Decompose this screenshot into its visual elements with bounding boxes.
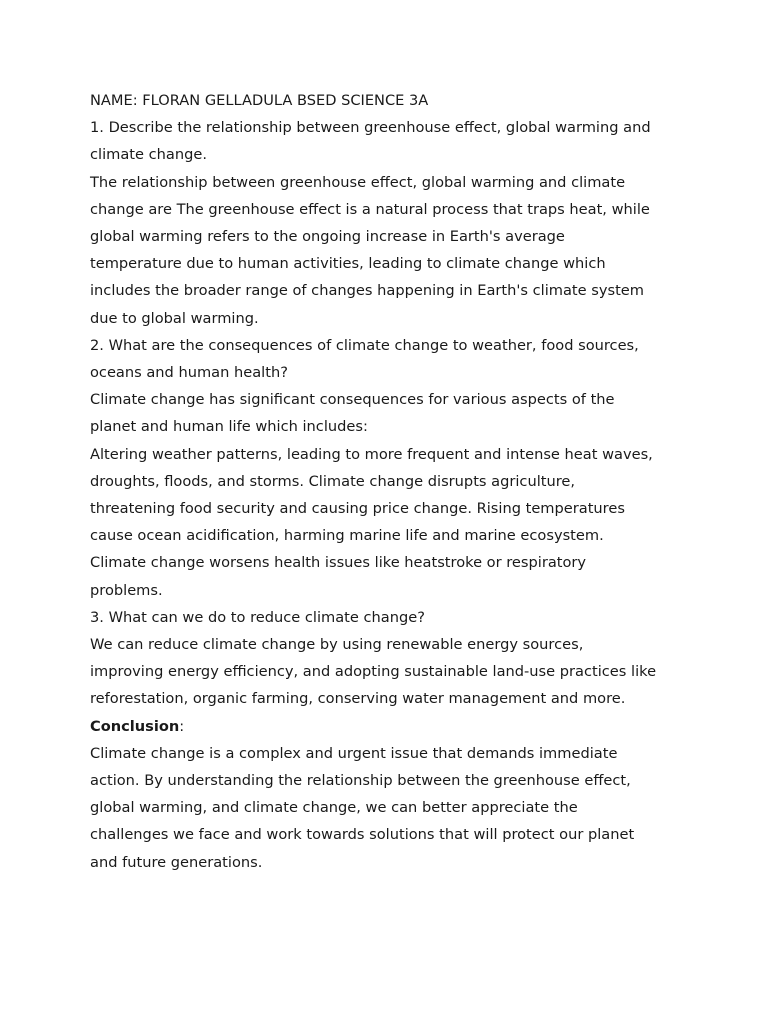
text-line: problems. <box>90 581 163 599</box>
text-line: Climate change worsens health issues like heatstroke or respiratory <box>90 554 587 572</box>
conclusion-line: global warming, and climate change, we can better appreciate the <box>90 799 578 817</box>
name-line: NAME: FLORAN GELLADULA BSED SCIENCE 3A <box>90 92 429 109</box>
text-line: Climate change has significant consequences for various aspects of the <box>90 391 615 409</box>
text-line: global warming refers to the ongoing increase in Earth's average <box>90 228 565 246</box>
text-line: oceans and human health? <box>90 364 288 382</box>
text-line: Altering weather patterns, leading to more frequent and intense heat waves, <box>90 445 653 463</box>
conclusion-line: Climate change is a complex and urgent issue that demands immediate <box>90 744 618 762</box>
text-line: The relationship between greenhouse effect, global warming and climate <box>90 173 626 191</box>
conclusion-line: challenges we face and work towards solutions that will protect our planet <box>90 826 635 844</box>
text-line: 2. What are the consequences of climate change to weather, food sources, <box>90 336 639 354</box>
text-line: planet and human life which includes: <box>90 418 368 436</box>
text-line: due to global warming. <box>90 309 259 327</box>
text-line: We can reduce climate change by using renewable energy sources, <box>90 636 584 654</box>
text-line: climate change. <box>90 146 207 164</box>
text-line: droughts, floods, and storms. Climate change disrupts agriculture, <box>90 472 576 490</box>
text-line: 3. What can we do to reduce climate change? <box>90 608 425 626</box>
text-line: threatening food security and causing price change. Rising temperatures <box>90 500 625 518</box>
text-line: 1. Describe the relationship between greenhouse effect, global warming and <box>90 119 651 137</box>
conclusion-line: action. By understanding the relationship between the greenhouse effect, <box>90 772 631 790</box>
conclusion-colon: : <box>179 717 185 735</box>
text-line: includes the broader range of changes happening in Earth's climate system <box>90 282 645 300</box>
conclusion-label: Conclusion <box>90 717 180 735</box>
conclusion-heading <box>90 713 690 740</box>
document-page <box>90 87 690 876</box>
text-line: cause ocean acidification, harming marine life and marine ecosystem. <box>90 527 604 545</box>
text-line: change are The greenhouse effect is a natural process that traps heat, while <box>90 200 650 218</box>
text-line: temperature due to human activities, leading to climate change which <box>90 255 606 273</box>
text-line: reforestation, organic farming, conserving water management and more. <box>90 690 626 708</box>
conclusion-line: and future generations. <box>90 853 263 871</box>
text-line: improving energy efficiency, and adopting sustainable land-use practices like <box>90 663 657 681</box>
